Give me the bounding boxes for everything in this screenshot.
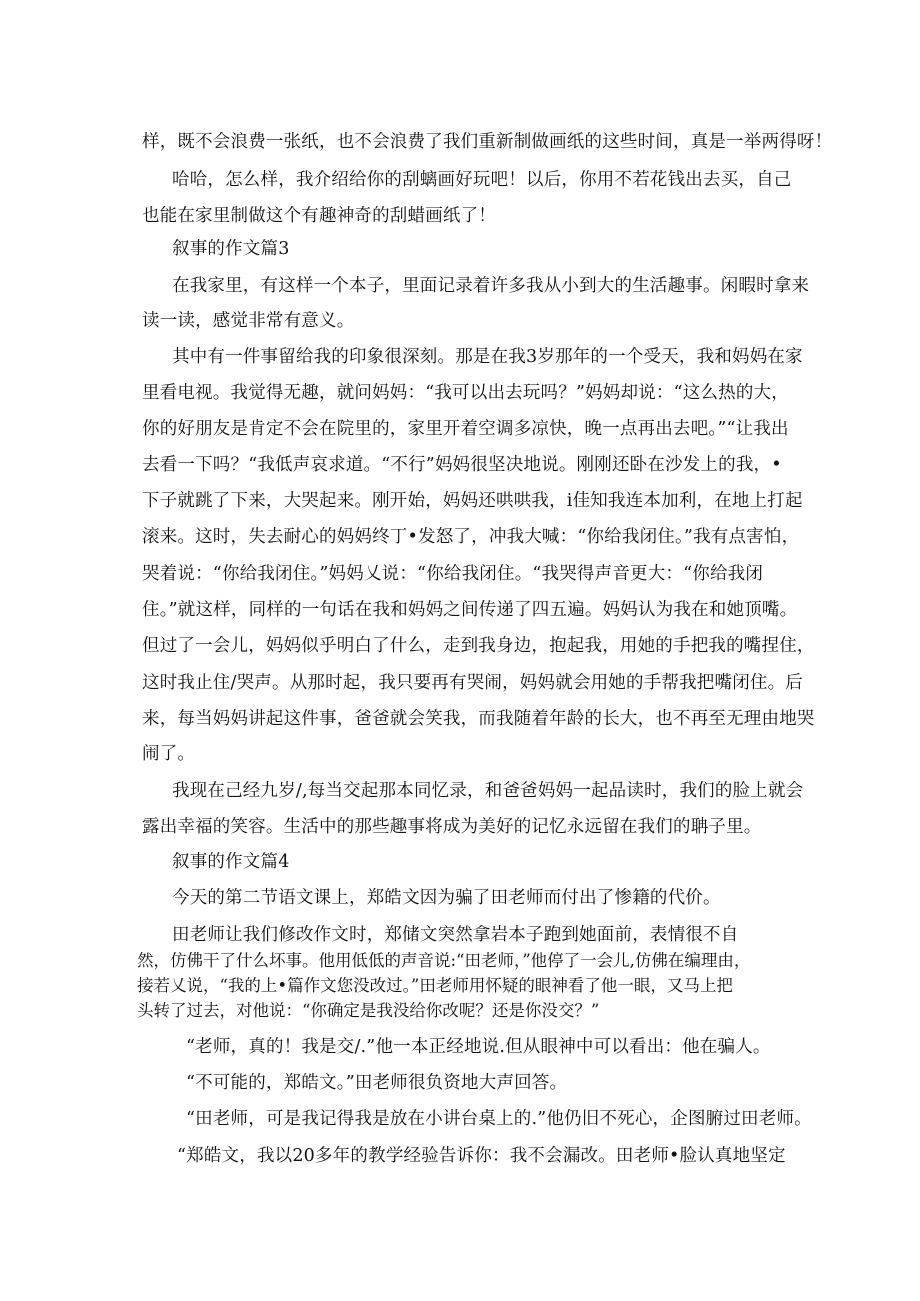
text-line: 其中有一件事留给我的印象很深刻。那是在我3岁那年的一个受天，我和妈妈在家 (172, 347, 803, 367)
text-line: 闹了。 (142, 744, 196, 764)
text-line: 来，每当妈妈讲起这件事，爸爸就会笑我，而我随着年龄的长大，也不再至无理由地哭 (142, 709, 815, 729)
text-line: 然，仿佛干了什么坏事。他用低低的声音说:“田老师，”他停了一会儿,仿佛在编理由， (137, 951, 751, 970)
text-line: 头转了过去，对他说：“你确定是我没给你改呢？还是你没交？” (137, 1001, 600, 1020)
text-line: 我现在己经九岁/,每当交起那本同忆录，和爸爸妈妈一起品读时，我们的脸上就会 (172, 781, 804, 801)
text-line: “老师，真的！我是交/.”他一本正经地说.但从眼神中可以看出：他在骗人。 (186, 1037, 771, 1057)
text-line: 样，既不会浪费一张纸，也不会浪费了我们重新制做画纸的这些时间，真是一举两得呀！ (142, 132, 833, 152)
text-line: 哭着说：“你给我闭住。”妈妈乂说：“你给我闭住。“我哭得声音更大：“你给我闭 (142, 564, 764, 584)
text-line: 接若乂说，“我的上•篇作文您没改过。”田老师用怀疑的眼神看了他一眼，又马上把 (137, 976, 733, 995)
section-heading: 叙事的作文篇3 (172, 239, 290, 259)
text-line: 但过了一会儿，妈妈似乎明白了什么，走到我身边，抱起我，用她的手把我的嘴捏住， (142, 636, 815, 656)
text-line: “不可能的，郑皓文。”田老师很负资地大声回答。 (186, 1073, 568, 1093)
text-line: 哈哈，怎么样，我介绍给你的刮螭画好玩吧！以后，你用不若花钱出去买，自己 (172, 170, 792, 190)
text-line: 滚来。这时，失去耐心的妈妈终丁•发怒了，冲我大喊：“你给我闭住。”我有点害怕， (142, 527, 800, 547)
text-line: 去看一下吗？“我低声哀求道。“不行”妈妈很坚决地说。刚刚还卧在沙发上的我，• (142, 455, 782, 475)
text-line: 读一读，感觉非常有意义。 (142, 311, 355, 331)
text-line: 这时我止住/哭声。从那时起，我只要再有哭闹，妈妈就会用她的手帮我把嘴闭住。后 (142, 673, 803, 693)
text-line: “郑皓文，我以20多年的教学经验告诉你：我不会漏改。田老师•脸认真地坚定 (177, 1146, 786, 1166)
text-line: 里看电视。我觉得无趣，就问妈妈：“我可以出去玩吗？”妈妈却说：“这么热的大， (142, 383, 789, 403)
text-line: 你的好朋友是肯定不会在院里的，家里开着空调多凉快，晚一点再出去吧。”“让我出 (142, 419, 789, 439)
text-line: “田老师，可是我记得我是放在小讲台桌上的.”他仍旧不死心，企图腑过田老师。 (186, 1109, 812, 1129)
text-line: 在我家里，有这样一个本子，里面记录着许多我从小到大的生活趣事。闲暇时拿来 (172, 276, 810, 296)
text-line: 露出幸福的笑容。生活中的那些趣事将成为美好的记忆永远留在我们的聃子里。 (142, 817, 762, 837)
text-line: 今天的第二节语文课上，郑皓文因为骗了田老师而付出了惨籍的代价。 (172, 888, 721, 908)
text-line: 住。”就这样，同样的一句话在我和妈妈之间传递了四五遍。妈妈认为我在和她顶嘴。 (142, 600, 798, 620)
text-line: 田老师让我们修改作文时，郑储文突然拿岩本子跑到她面前，表情很不自 (172, 925, 739, 945)
text-line: 下子就跳了下来，大哭起来。刚开始，妈妈还哄哄我，i佳知我连本加利，在地上打起 (142, 491, 803, 511)
section-heading: 叙事的作文篇4 (172, 852, 290, 872)
text-line: 也能在家里制做这个有趣神奇的刮蜡画纸了！ (142, 206, 496, 226)
